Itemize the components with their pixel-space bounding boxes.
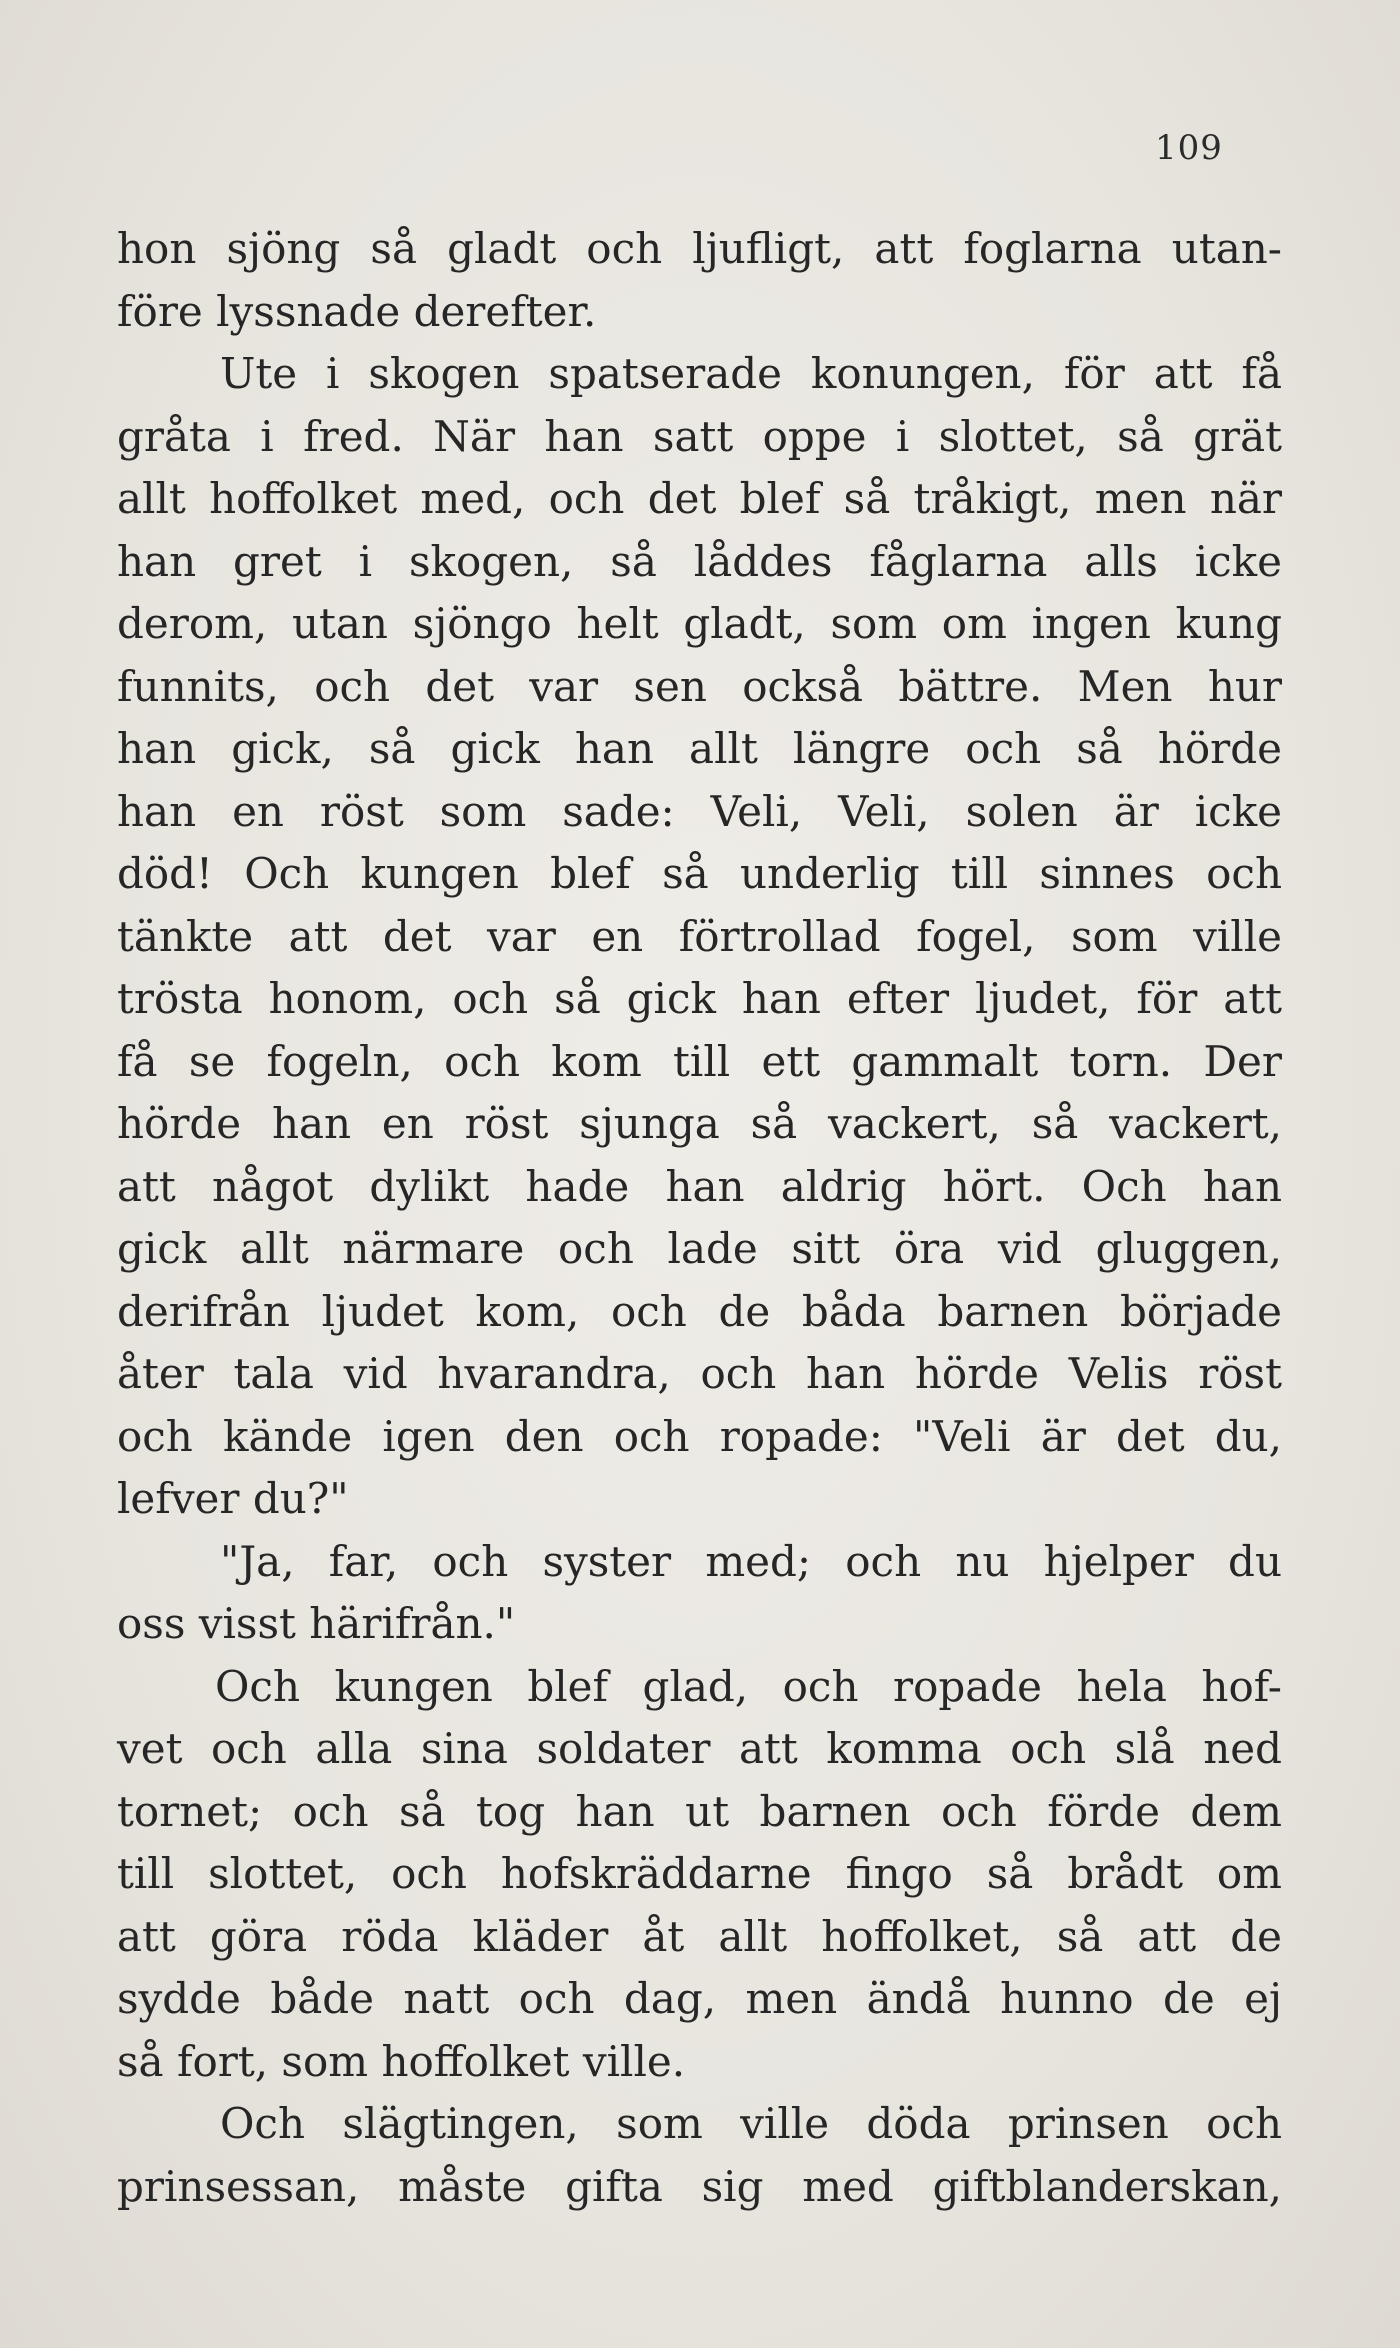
text-line: att göra röda kläder åt allt hoffolket, så att de — [117, 1911, 1282, 1961]
text-line: Och slägtingen, som ville döda prinsen och — [220, 2099, 1282, 2148]
text-line: få se fogeln, och kom till ett gammalt torn. Der — [117, 1036, 1282, 1086]
text-line: åter tala vid hvarandra, och han hörde Velis röst — [117, 1349, 1282, 1398]
text-line: tornet; och så tog han ut barnen och förde dem — [117, 1786, 1282, 1836]
text-line: derifrån ljudet kom, och de båda barnen började — [117, 1286, 1282, 1336]
text-line: lefver du?" — [117, 1474, 349, 1523]
text-line: han gick, så gick han allt längre och så hörde — [117, 724, 1282, 773]
text-line: och kände igen den och ropade: "Veli är det du, — [117, 1411, 1282, 1461]
text-line: så fort, som hoffolket ville. — [117, 2036, 686, 2086]
text-line: "Ja, far, och syster med; och nu hjelper du — [220, 1536, 1282, 1586]
page-number: 109 — [1155, 128, 1223, 168]
text-line: gråta i fred. När han satt oppe i slottet, så grät — [117, 411, 1282, 461]
body-text — [117, 218, 1282, 2218]
text-line: hon sjöng så gladt och ljufligt, att foglarna utan- — [117, 224, 1282, 273]
text-line: han en röst som sade: Veli, Veli, solen är icke — [117, 786, 1282, 836]
text-line: gick allt närmare och lade sitt öra vid gluggen, — [117, 1224, 1282, 1273]
text-line: död! Och kungen blef så underlig till sinnes och — [117, 849, 1282, 898]
text-line: prinsessan, måste gifta sig med giftblanderskan, — [117, 2161, 1282, 2211]
text-line: allt hoffolket med, och det blef så tråkigt, men när — [117, 474, 1282, 523]
text-line: hörde han en röst sjunga så vackert, så vackert, — [117, 1099, 1282, 1148]
text-line: oss visst härifrån." — [117, 1599, 516, 1648]
text-line: tänkte att det var en förtrollad fogel, som ville — [117, 911, 1282, 961]
text-line: sydde både natt och dag, men ändå hunno de ej — [117, 1974, 1282, 2023]
text-line: till slottet, och hofskräddarne fingo så brådt om — [117, 1849, 1282, 1898]
text-line: vet och alla sina soldater att komma och slå ned — [117, 1724, 1282, 1773]
text-line: att något dylikt hade han aldrig hört. Och han — [117, 1161, 1282, 1211]
text-line: före lyssnade derefter. — [117, 286, 597, 336]
text-line: han gret i skogen, så låddes fåglarna alls icke — [117, 536, 1282, 586]
text-line: Ute i skogen spatserade konungen, för att få — [220, 349, 1282, 398]
text-line: trösta honom, och så gick han efter ljudet, för att — [117, 974, 1282, 1023]
text-line: Och kungen blef glad, och ropade hela hof- — [215, 1661, 1282, 1711]
text-line: derom, utan sjöngo helt gladt, som om ingen kung — [117, 599, 1282, 648]
text-line: funnits, och det var sen också bättre. Men hur — [117, 661, 1282, 711]
